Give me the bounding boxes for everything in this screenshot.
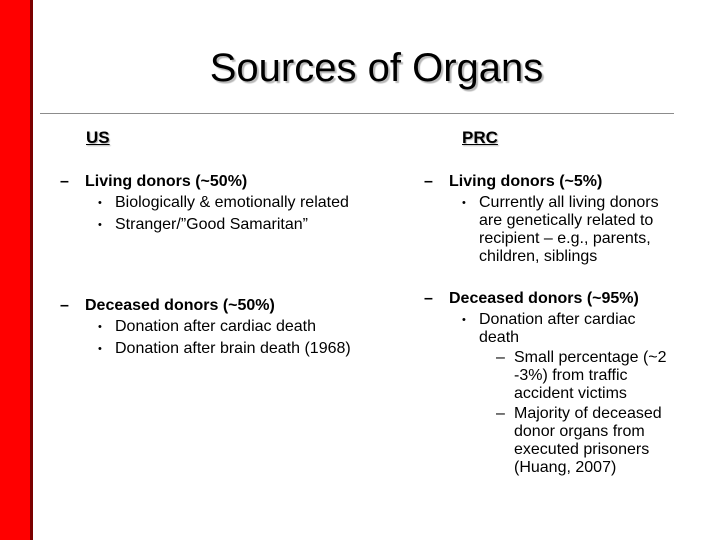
list-item: • Stranger/”Good Samaritan” xyxy=(98,216,308,233)
us-living-label: – Living donors (~50%) xyxy=(60,173,248,190)
list-item: – Small percentage (~2 -3%) from traffic accident victims xyxy=(496,349,667,402)
us-living-list xyxy=(96,194,360,234)
us-deceased-list xyxy=(96,318,360,358)
dash-marker: – xyxy=(60,173,69,190)
list-item: – Majority of deceased donor organs from executed prisoners (Huang, 2007) xyxy=(496,405,662,476)
list-item: • Donation after cardiac death – Small percentage (~2 -3%) from traffic accident victims – Majority of deceased donor organs from executed prisoners (Huang, 2007) xyxy=(460,311,660,477)
bullet-icon: • xyxy=(98,321,102,333)
prc-deceased-section xyxy=(424,289,694,481)
prc-deceased-list xyxy=(460,311,667,477)
us-living-section xyxy=(60,172,360,238)
bullet-icon: • xyxy=(462,314,466,326)
bullet-icon: • xyxy=(462,197,466,209)
dash-marker: – xyxy=(60,297,69,314)
bullet-icon: • xyxy=(98,197,102,209)
prc-deceased-sublist xyxy=(496,349,676,477)
prc-living-section xyxy=(424,172,692,270)
dash-marker: – xyxy=(424,173,433,190)
us-heading: US xyxy=(86,128,110,147)
us-deceased-section xyxy=(60,296,360,362)
list-item: • Currently all living donors are genetically related to recipient – e.g., parents, children, siblings xyxy=(462,194,659,265)
bullet-icon: • xyxy=(98,343,102,355)
prc-heading: PRC xyxy=(462,128,498,147)
dash-marker: – xyxy=(424,290,433,307)
accent-bar xyxy=(0,0,30,540)
list-item: • Donation after brain death (1968) xyxy=(98,340,351,357)
list-item: • Donation after cardiac death xyxy=(98,318,317,335)
prc-living-label: – Living donors (~5%) xyxy=(424,173,603,190)
prc-deceased-label: – Deceased donors (~95%) xyxy=(424,290,639,307)
title-divider xyxy=(40,113,674,114)
us-deceased-label: – Deceased donors (~50%) xyxy=(60,297,275,314)
list-item: • Biologically & emotionally related xyxy=(98,194,349,211)
dash-marker: – xyxy=(496,349,505,366)
slide-title: Sources of Organs xyxy=(209,46,544,90)
bullet-icon: • xyxy=(98,219,102,231)
dash-marker: – xyxy=(496,405,505,422)
prc-living-list xyxy=(460,194,680,266)
